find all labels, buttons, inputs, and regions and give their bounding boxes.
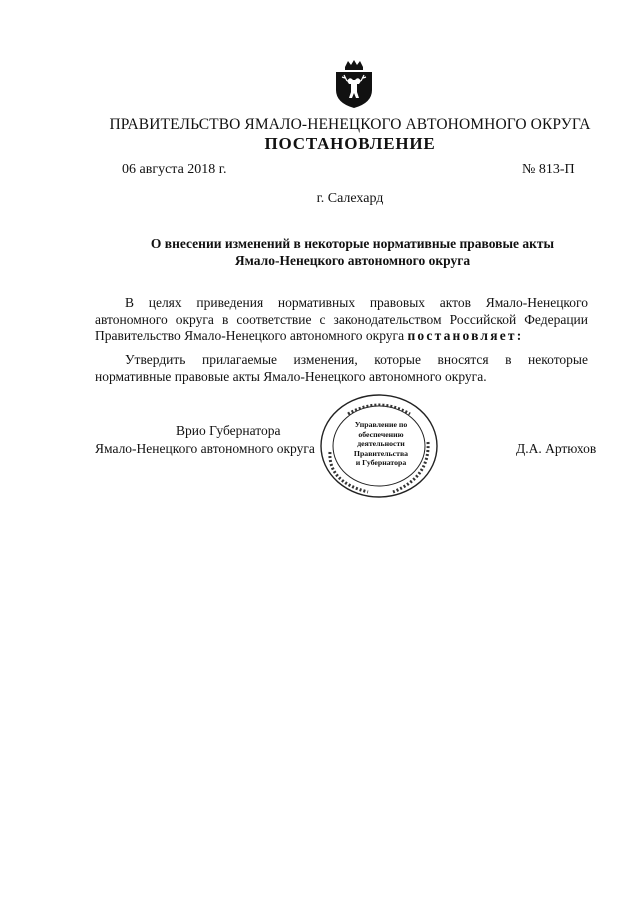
seal-line-4: Правительства [353,448,409,458]
seal-line-2: обеспечению [358,429,404,439]
body-paragraph-2: Утвердить прилагаемые изменения, которые вносятся в некоторые нормативные правовые акты Ямало-Ненецкого автономного округа. [95,352,588,384]
document-type: ПОСТАНОВЛЕНИЕ [264,134,436,153]
seal-inner-text [348,420,414,468]
document-subject [110,235,595,269]
subject-line-2: Ямало-Ненецкого автономного округа [234,253,471,268]
seal-line-5: и Губернатора [355,458,407,467]
paragraph-1-text: В целях приведения нормативных правовых актов Ямало-Ненецкого автономного округа в соответствие с законодательством Российской Федерации Правительство Ямало-Ненецкого автономного округа [95,295,588,343]
signatory-title: Врио Губернатора [176,423,281,438]
subject-line-1: О внесении изменений в некоторые нормативные правовые акты [150,236,555,251]
signatory-organization: Ямало-Ненецкого автономного округа [95,441,315,456]
document-city: г. Салехард [316,191,384,206]
body-paragraph-1 [95,295,588,345]
document-date: 06 августа 2018 г. [122,162,227,177]
coat-of-arms-icon [333,58,375,110]
seal-line-3: деятельности [357,439,405,448]
government-name: ПРАВИТЕЛЬСТВО ЯМАЛО-НЕНЕЦКОГО АВТОНОМНОГО ОКРУГА [109,116,591,133]
signatory-name: Д.А. Артюхов [516,441,597,456]
resolution-keyword: постановляет: [407,328,524,343]
seal-line-1: Управление по [354,420,408,429]
document-number: № 813-П [522,162,575,177]
